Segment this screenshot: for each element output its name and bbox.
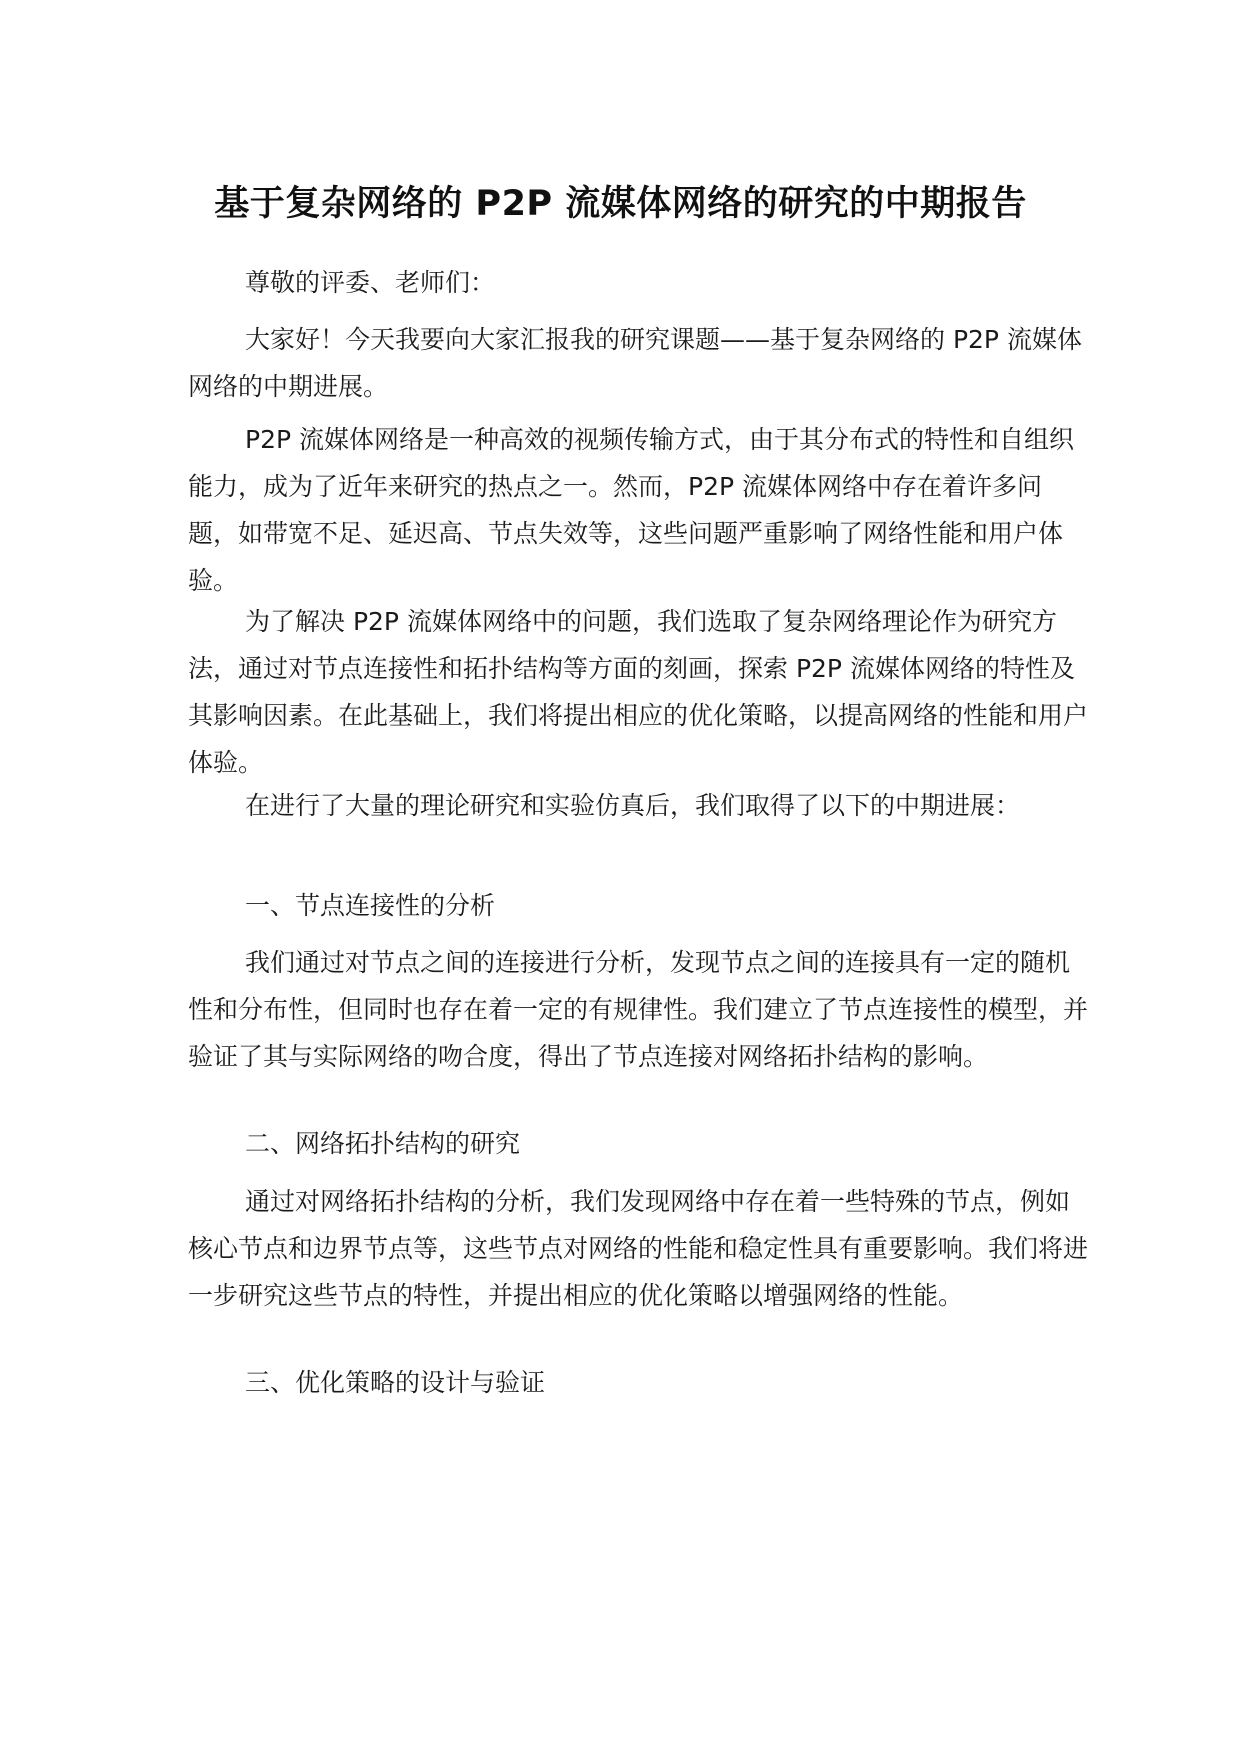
paragraph-progress-intro: 在进行了大量的理论研究和实验仿真后，我们取得了以下的中期进展： bbox=[245, 791, 1021, 820]
section-body-topology: 通过对网络拓扑结构的分析，我们发现网络中存在着一些特殊的节点，例如核心节点和边界节点等，这些节点对网络的性能和稳定性具有重要影响。我们将进一步研究这些节点的特性，并提出相应的优化策略以增强网络的性能。 bbox=[188, 1187, 1089, 1310]
section-heading-optimization: 三、优化策略的设计与验证 bbox=[245, 1368, 546, 1397]
section-heading-topology: 二、网络拓扑结构的研究 bbox=[245, 1129, 521, 1158]
paragraph-method: 为了解决 P2P 流媒体网络中的问题，我们选取了复杂网络理论作为研究方法，通过对节点连接性和拓扑结构等方面的刻画，探索 P2P 流媒体网络的特性及其影响因素。在此基础上，我们将提出相应的优化策略，以提高网络的性能和用户体验。 bbox=[188, 607, 1089, 777]
paragraph-background: P2P 流媒体网络是一种高效的视频传输方式，由于其分布式的特性和自组织能力，成为了近年来研究的热点之一。然而，P2P 流媒体网络中存在着许多问题，如带宽不足、延迟高、节点失效等，这些问题严重影响了网络性能和用户体验。 bbox=[188, 425, 1075, 595]
section-heading-node-connectivity: 一、节点连接性的分析 bbox=[245, 891, 496, 920]
paragraph-intro: 大家好！今天我要向大家汇报我的研究课题——基于复杂网络的 P2P 流媒体网络的中期进展。 bbox=[188, 325, 1082, 401]
document-title: 基于复杂网络的 P2P 流媒体网络的研究的中期报告 bbox=[214, 184, 1027, 224]
greeting: 尊敬的评委、老师们： bbox=[245, 268, 496, 297]
section-body-node-connectivity: 我们通过对节点之间的连接进行分析，发现节点之间的连接具有一定的随机性和分布性，但同时也存在着一定的有规律性。我们建立了节点连接性的模型，并验证了其与实际网络的吻合度，得出了节点连接对网络拓扑结构的影响。 bbox=[188, 948, 1089, 1071]
